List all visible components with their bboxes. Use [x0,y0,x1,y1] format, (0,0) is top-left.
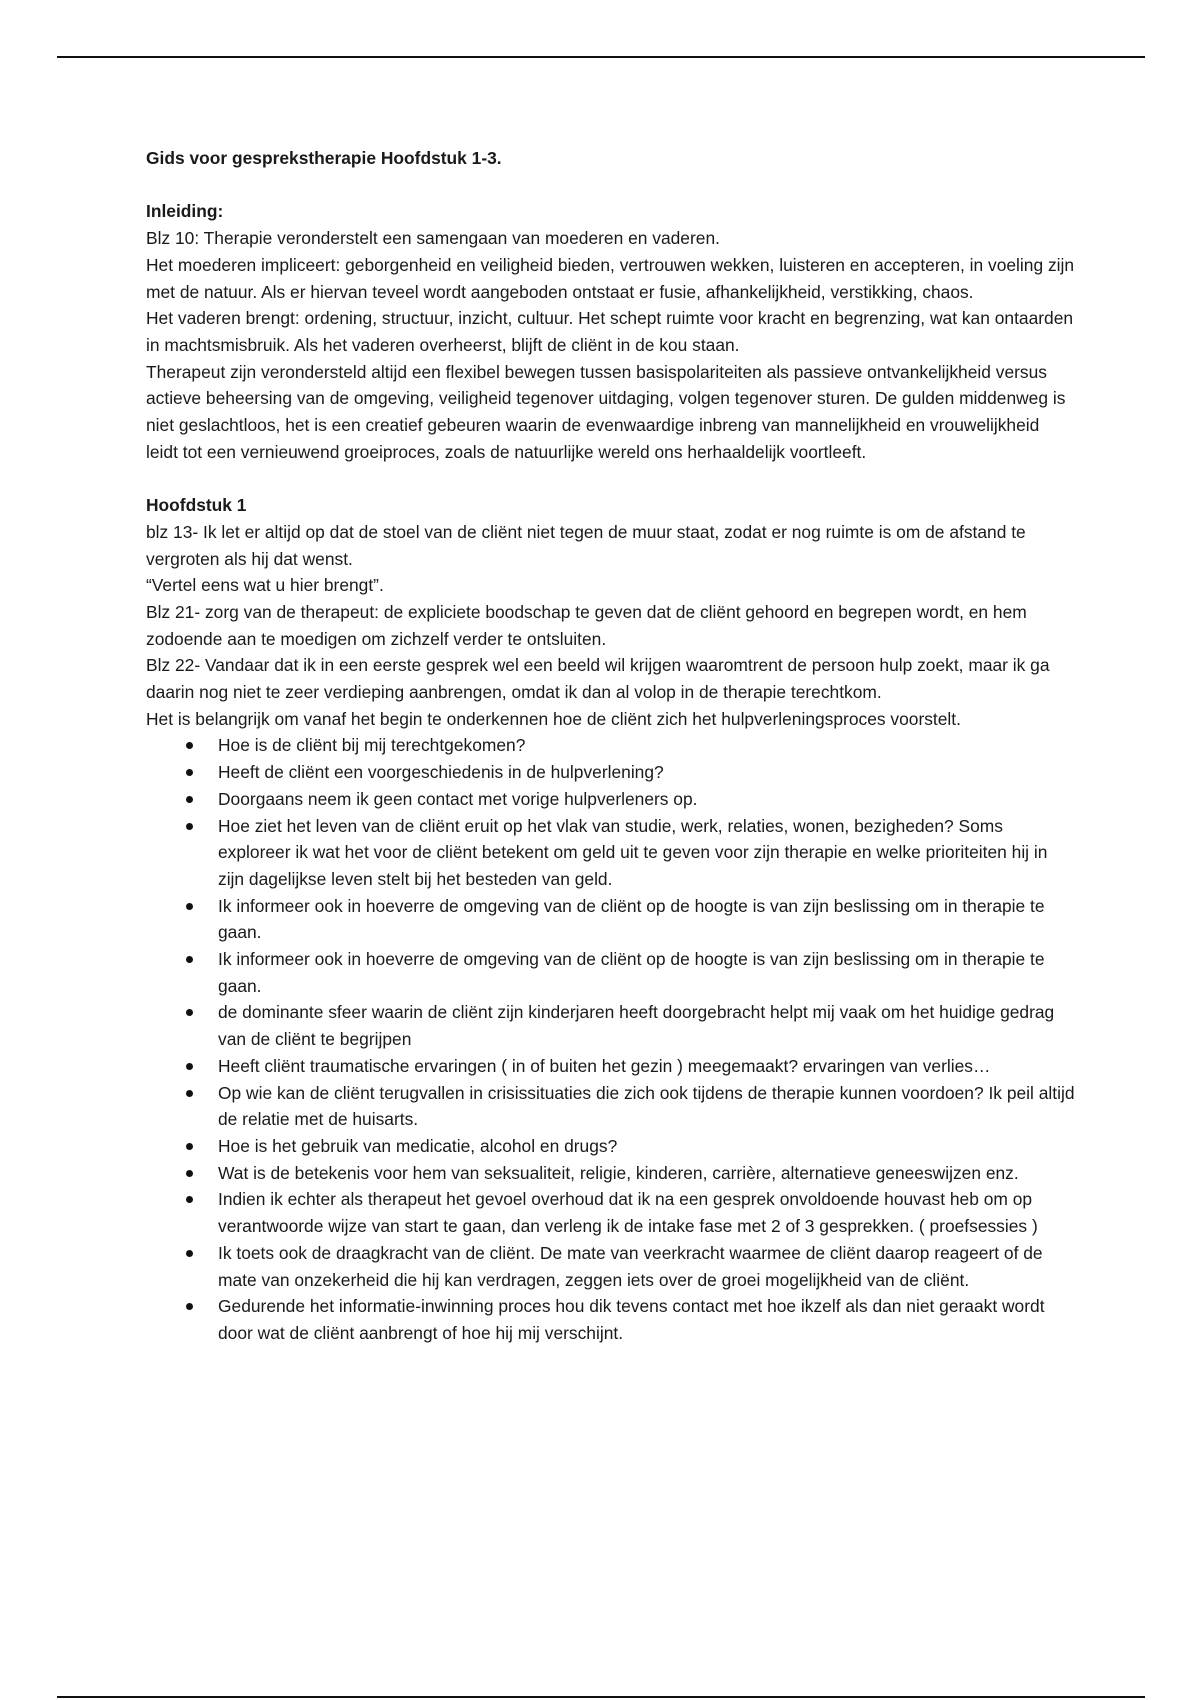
list-item [218,813,1076,893]
list-item [218,786,1076,813]
list-item [218,732,1076,759]
spacer [146,172,1076,199]
bullet-dot-icon [186,1063,193,1070]
list-item-text: Ik toets ook de draagkracht van de cliënt. De mate van veerkracht waarmee de cliënt daarop reageert of de mate van onzekerheid die hij kan verdragen, zeggen iets over de groei mogelijkheid van de cliënt. [218,1242,1043,1290]
bullet-dot-icon [186,742,193,749]
document-body [146,145,1076,1347]
bullet-dot-icon [186,1303,193,1310]
bullet-dot-icon [186,1143,193,1150]
list-item-text: Hoe is het gebruik van medicatie, alcohol en drugs? [218,1135,618,1156]
bullet-dot-icon [186,1009,193,1016]
list-item [218,1240,1076,1293]
intake-question-list [146,732,1076,1346]
bullet-dot-icon [186,1170,193,1177]
chapter1-heading: Hoofdstuk 1 [146,495,247,516]
list-item [218,1133,1076,1160]
list-item-text: Ik informeer ook in hoeverre de omgeving van de cliënt op de hoogte is van zijn beslissing om in therapie te gaan. [218,895,1045,943]
list-item-text: Wat is de betekenis voor hem van seksualiteit, religie, kinderen, carrière, alternatieve geneeswijzen enz. [218,1162,1019,1183]
list-item-text: Hoe is de cliënt bij mij terechtgekomen? [218,735,526,756]
spacer [146,465,1076,492]
header-rule [57,56,1145,58]
footer-rule [57,1696,1145,1698]
chapter1-paragraph: Blz 22- Vandaar dat ik in een eerste gesprek wel een beeld wil krijgen waaromtrent de persoon hulp zoekt, maar ik ga daarin nog niet te zeer verdieping aanbrengen, omdat ik dan al volop in de therapie terechtkom. [146,655,1050,703]
list-item [218,999,1076,1052]
list-item [218,1186,1076,1239]
list-item-text: Heeft cliënt traumatische ervaringen ( in of buiten het gezin ) meegemaakt? ervaringen van verlies… [218,1055,991,1076]
list-item [218,759,1076,786]
intro-heading: Inleiding: [146,201,224,222]
bullet-dot-icon [186,903,193,910]
bullet-dot-icon [186,1196,193,1203]
bullet-dot-icon [186,1250,193,1257]
bullet-dot-icon [186,823,193,830]
list-item [218,893,1076,946]
chapter1-paragraph: blz 13- Ik let er altijd op dat de stoel van de cliënt niet tegen de muur staat, zodat er nog ruimte is om de afstand te vergroten als hij dat wenst. [146,521,1026,569]
list-item-text: Gedurende het informatie-inwinning proces hou dik tevens contact met hoe ikzelf als dan niet geraakt wordt door wat de cliënt aanbrengt of hoe hij mij verschijnt. [218,1296,1045,1343]
list-item [218,946,1076,999]
intro-paragraph: Het vaderen brengt: ordening, structuur, inzicht, cultuur. Het schept ruimte voor kracht en begrenzing, wat kan ontaarden in machtsmisbruik. Als het vaderen overheerst, blijft de cliënt in de kou staan. [146,308,1074,355]
bullet-dot-icon [186,956,193,963]
list-item-text: de dominante sfeer waarin de cliënt zijn kinderjaren heeft doorgebracht helpt mij vaak om het huidige gedrag van de cliënt te begrijpen [218,1002,1055,1050]
list-item-text: Ik informeer ook in hoeverre de omgeving van de cliënt op de hoogte is van zijn beslissing om in therapie te gaan. [218,949,1045,996]
intro-paragraph: Blz 10: Therapie veronderstelt een samengaan van moederen en vaderen. [146,228,720,249]
list-item-text: Indien ik echter als therapeut het gevoel overhoud dat ik na een gesprek onvoldoende houvast heb om op verantwoorde wijze van start te gaan, dan verleng ik de intake fase met 2 of 3 gesprekken. ( proefsessies ) [218,1189,1038,1237]
intro-paragraph: Therapeut zijn verondersteld altijd een flexibel bewegen tussen basispolariteiten als passieve ontvankelijkheid versus actieve beheersing van de omgeving, veiligheid tegenover uitdaging, volgen tegenover sturen. De gulden middenweg is niet geslachtloos, het is een creatief gebeuren waarin de evenwaardige inbreng van mannelijkheid en vrouwelijkheid leidt tot een vernieuwend groeiproces, zoals de natuurlijke wereld ons herhaaldelijk voortleeft. [146,361,1066,462]
bullet-dot-icon [186,769,193,776]
list-item [218,1053,1076,1080]
document-title: Gids voor gesprekstherapie Hoofdstuk 1-3. [146,148,502,168]
list-item-text: Op wie kan de cliënt terugvallen in crisissituaties die zich ook tijdens de therapie kunnen voordoen? Ik peil altijd de relatie met de huisarts. [218,1082,1075,1130]
list-item-text: Heeft de cliënt een voorgeschiedenis in de hulpverlening? [218,762,664,783]
intro-paragraph: Het moederen impliceert: geborgenheid en veiligheid bieden, vertrouwen wekken, luisteren en accepteren, in voeling zijn met de natuur. Als er hiervan teveel wordt aangeboden ontstaat er fusie, afhankelijkheid, verstikking, chaos. [146,254,1075,302]
chapter1-paragraph: Blz 21- zorg van de therapeut: de expliciete boodschap te geven dat de cliënt gehoord en begrepen wordt, en hem zodoende aan te moedigen om zichzelf verder te ontsluiten. [146,601,1027,649]
bullet-dot-icon [186,796,193,803]
chapter1-paragraph: Het is belangrijk om vanaf het begin te onderkennen hoe de cliënt zich het hulpverleningsproces voorstelt. [146,708,961,729]
chapter1-paragraph: “Vertel eens wat u hier brengt”. [146,575,384,596]
list-item-text: Hoe ziet het leven van de cliënt eruit op het vlak van studie, werk, relaties, wonen, bezigheden? Soms exploreer ik wat het voor de cliënt betekent om geld uit te geven voor zijn therapie en welke prioriteiten hij in zijn dagelijkse leven stelt bij het besteden van geld. [218,815,1048,889]
list-item [218,1293,1076,1346]
list-item-text: Doorgaans neem ik geen contact met vorige hulpverleners op. [218,788,698,809]
list-item [218,1160,1076,1187]
bullet-dot-icon [186,1090,193,1097]
list-item [218,1080,1076,1133]
